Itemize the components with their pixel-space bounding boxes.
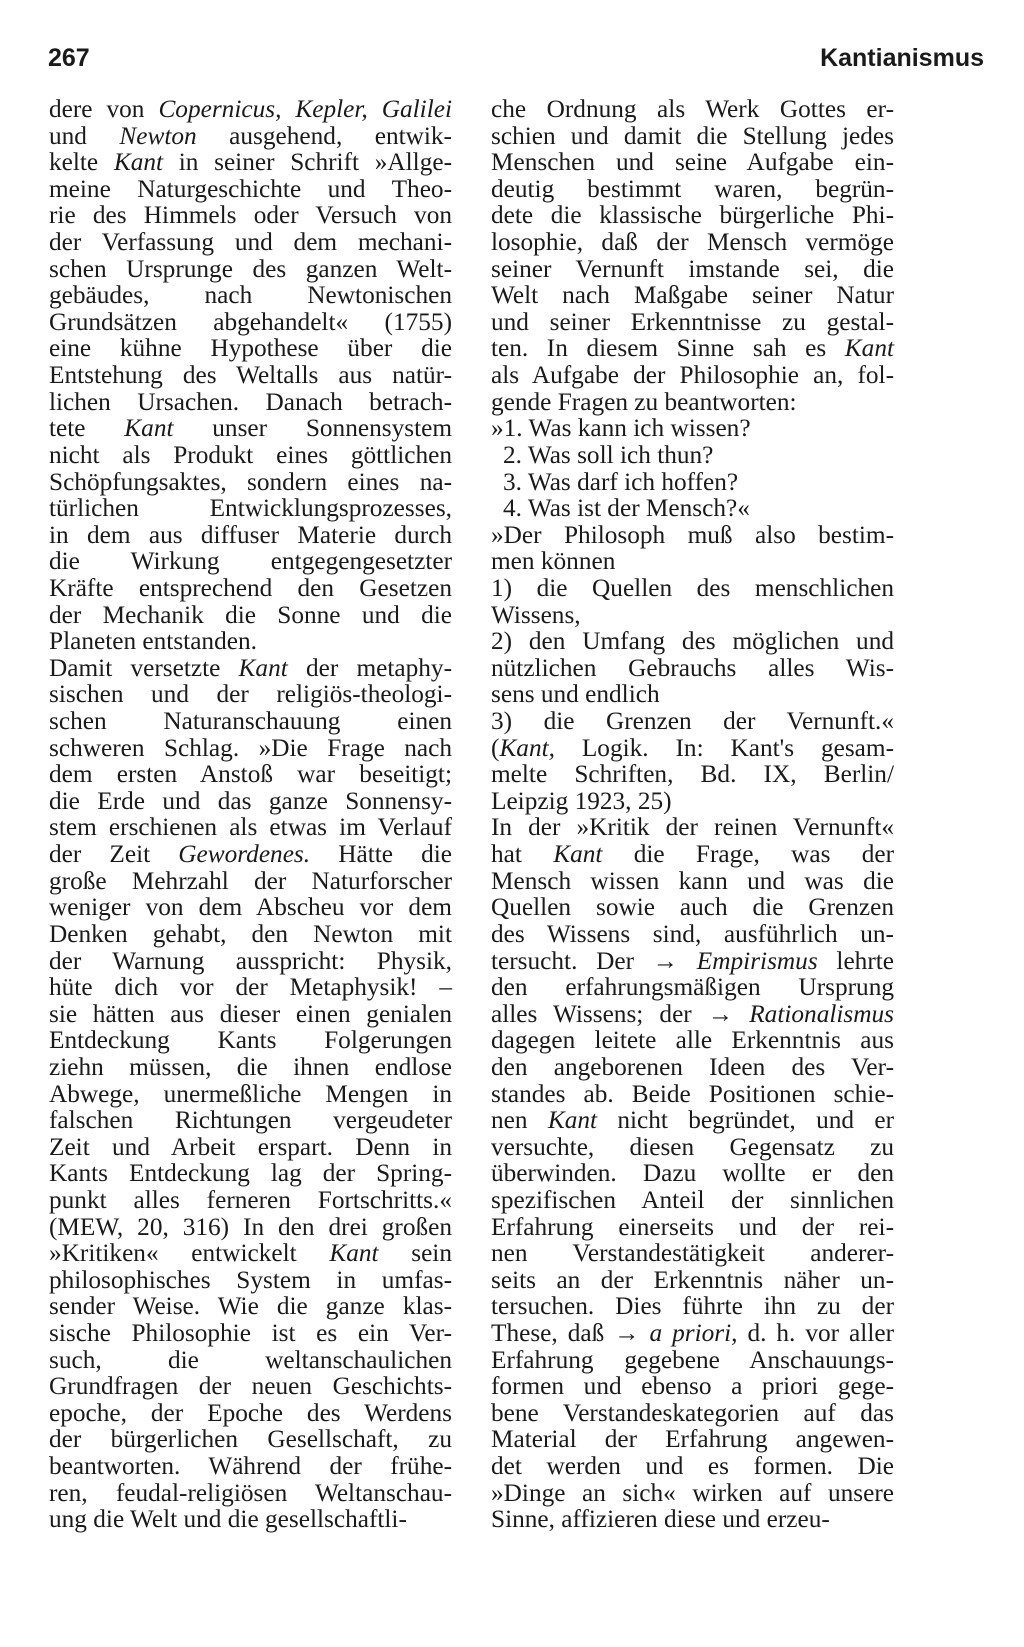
text-segment: Sinne, affizieren diese und erzeu- [491, 1505, 830, 1534]
text-line [49, 1373, 452, 1400]
text-line [49, 735, 452, 762]
text-line [491, 761, 894, 788]
text-line [491, 655, 894, 682]
text-line [491, 469, 894, 496]
text-line [49, 229, 452, 256]
text-line [491, 1267, 894, 1294]
text-line [49, 1214, 452, 1241]
text-line [491, 1107, 894, 1134]
text-segment: Wissens, [491, 600, 581, 629]
text-line [49, 202, 452, 229]
text-segment: nicht begründet, und er [597, 1106, 895, 1135]
text-segment: sie hätten aus dieser einen genialen [49, 999, 452, 1028]
text-segment: nicht als Produkt eines göttlichen [49, 440, 452, 469]
text-line [491, 256, 894, 283]
italic-text: a priori, [649, 1319, 738, 1348]
text-line [491, 788, 894, 815]
text-line [491, 548, 894, 575]
text-segment: Planeten entstanden. [49, 627, 257, 656]
text-line [491, 1187, 894, 1214]
italic-text: Kant [844, 334, 894, 363]
text-line [491, 1240, 894, 1267]
text-segment: seits an der Erkenntnis näher un- [491, 1265, 894, 1294]
text-segment: große Mehrzahl der Naturforscher [49, 866, 452, 895]
text-segment: der Verfassung und dem mechani- [49, 228, 452, 257]
text-line [49, 921, 452, 948]
text-segment: 1) die Quellen des menschlichen [491, 573, 894, 602]
text-line [491, 1001, 894, 1028]
text-line [49, 1400, 452, 1427]
text-line [491, 1027, 894, 1054]
text-segment: Menschen und seine Aufgabe ein- [491, 148, 894, 177]
italic-text: Kant [547, 1106, 598, 1135]
text-segment: 2) den Umfang des möglichen und [491, 627, 894, 656]
text-line [49, 1160, 452, 1187]
text-line [491, 602, 894, 629]
text-segment: tersucht. Der → [491, 946, 697, 975]
text-line [491, 442, 894, 469]
text-segment: den erfahrungsmäßigen Ursprung [491, 973, 894, 1002]
text-segment: sische Philosophie ist es ein Ver- [49, 1319, 452, 1348]
text-segment: ung die Welt und die gesellschaftli- [49, 1505, 407, 1534]
text-segment: die Wirkung entgegengesetzter [49, 547, 452, 576]
text-line [49, 708, 452, 735]
text-line [491, 1453, 894, 1480]
text-line [49, 948, 452, 975]
page-number: 267 [48, 44, 90, 72]
text-segment: nen Verstandestätigkeit anderer- [491, 1239, 894, 1268]
text-segment: ausgehend, entwik- [196, 121, 452, 150]
text-segment: unser Sonnensystem [173, 414, 452, 443]
text-segment: türlichen Entwicklungsprozesses, [49, 494, 452, 523]
text-line [491, 96, 894, 123]
text-segment: der Mechanik die Sonne und die [49, 600, 452, 629]
text-line [491, 1320, 894, 1347]
text-segment: 3) die Grenzen der Vernunft.« [491, 707, 894, 736]
text-segment: Entstehung des Weltalls aus natür- [49, 361, 452, 390]
text-line [491, 894, 894, 921]
text-segment: schen Ursprunge des ganzen Welt- [49, 254, 452, 283]
text-segment: Grundfragen der neuen Geschichts- [49, 1372, 452, 1401]
text-segment: melte Schriften, Bd. IX, Berlin/ [491, 760, 894, 789]
text-segment: rie des Himmels oder Versuch von [49, 201, 452, 230]
text-segment: These, daß → [491, 1319, 650, 1348]
text-segment: Hätte die [310, 840, 452, 869]
text-segment: losophie, daß der Mensch vermöge [491, 228, 894, 257]
text-line [49, 415, 452, 442]
text-segment: gende Fragen zu beantworten: [491, 387, 797, 416]
text-segment: sens und endlich [491, 680, 660, 709]
text-segment: Damit versetzte [49, 653, 239, 682]
text-segment: falschen Richtungen vergeudeter [49, 1106, 452, 1135]
text-line [49, 1453, 452, 1480]
italic-text: Rationalismus [749, 999, 894, 1028]
text-line [491, 841, 894, 868]
text-line [491, 202, 894, 229]
text-segment: punkt alles ferneren Fortschritts.« [49, 1185, 452, 1214]
italic-text: Kant [124, 414, 174, 443]
text-segment: Schöpfungsaktes, sondern eines na- [49, 467, 452, 496]
text-segment: Leipzig 1923, 25) [491, 786, 672, 815]
text-line [491, 681, 894, 708]
text-line [49, 309, 452, 336]
text-segment: gebäudes, nach Newtonischen [49, 281, 452, 310]
text-line [49, 602, 452, 629]
italic-text: Kant [238, 653, 288, 682]
text-segment: Grundsätzen abgehandelt« (1755) [49, 307, 452, 336]
text-line [491, 628, 894, 655]
text-segment: lichen Ursachen. Danach betrach- [49, 387, 452, 416]
text-segment: der Warnung ausspricht: Physik, [49, 946, 452, 975]
text-segment: versuchte, diesen Gegensatz zu [491, 1132, 894, 1161]
text-segment: det werden und es formen. Die [491, 1452, 894, 1481]
text-line [49, 442, 452, 469]
text-line [491, 309, 894, 336]
text-line [49, 628, 452, 655]
text-line [491, 1426, 894, 1453]
text-line [491, 575, 894, 602]
text-segment: »Der Philosoph muß also bestim- [491, 520, 894, 549]
text-segment: nützlichen Gebrauchs alles Wis- [491, 653, 894, 682]
text-segment: tersuchen. Dies führte ihn zu der [491, 1292, 894, 1321]
text-segment: in dem aus diffuser Materie durch [49, 520, 452, 549]
text-line [49, 1001, 452, 1028]
text-line [49, 176, 452, 203]
text-segment: d. h. vor aller [737, 1319, 894, 1348]
text-line [49, 1081, 452, 1108]
text-segment: Material der Erfahrung angewen- [491, 1425, 894, 1454]
text-segment: Kants Entdeckung lag der Spring- [49, 1159, 452, 1188]
text-segment: Mensch wissen kann und was die [491, 866, 894, 895]
text-segment: standes ab. Beide Positionen schie- [491, 1079, 894, 1108]
running-head: Kantianismus [820, 44, 984, 72]
text-segment: ten. In diesem Sinne sah es [491, 334, 845, 363]
text-segment: als Aufgabe der Philosophie an, fol- [491, 361, 894, 390]
text-segment: epoche, der Epoche des Werdens [49, 1398, 452, 1427]
text-line [49, 1293, 452, 1320]
text-segment: 4. Was ist der Mensch?« [503, 494, 750, 523]
text-segment: Erfahrung einerseits und der rei- [491, 1212, 894, 1241]
text-segment: ( [491, 733, 500, 762]
text-line [491, 282, 894, 309]
text-segment: und seiner Erkenntnisse zu gestal- [491, 307, 894, 336]
text-segment: beantworten. Während der frühe- [49, 1452, 452, 1481]
text-line [49, 1107, 452, 1134]
text-line [491, 495, 894, 522]
text-line [49, 1426, 452, 1453]
text-segment: Erfahrung gegebene Anschauungs- [491, 1345, 894, 1374]
text-line [491, 522, 894, 549]
text-segment: »Dinge an sich« wirken auf unsere [491, 1478, 894, 1507]
text-segment: men können [491, 547, 616, 576]
text-segment: deutig bestimmt waren, begrün- [491, 174, 894, 203]
text-line [49, 123, 452, 150]
text-line [49, 282, 452, 309]
text-line [491, 415, 894, 442]
text-line [49, 1054, 452, 1081]
text-segment: »Kritiken« entwickelt [49, 1239, 330, 1268]
text-segment: (MEW, 20, 316) In den drei großen [49, 1212, 452, 1241]
text-line [49, 522, 452, 549]
text-line [49, 894, 452, 921]
text-segment: die Frage, was der [602, 840, 895, 869]
text-line [49, 575, 452, 602]
text-line [491, 389, 894, 416]
text-segment: Quellen sowie auch die Grenzen [491, 893, 894, 922]
text-segment: meine Naturgeschichte und Theo- [49, 174, 452, 203]
text-segment: Welt nach Maßgabe seiner Natur [491, 281, 894, 310]
text-line [49, 389, 452, 416]
text-segment: hüte dich vor der Metaphysik! – [49, 973, 452, 1002]
text-segment: ziehn müssen, die ihnen endlose [49, 1052, 452, 1081]
text-line [49, 149, 452, 176]
text-line [49, 1027, 452, 1054]
text-line [49, 1187, 452, 1214]
text-line [491, 123, 894, 150]
text-line [491, 229, 894, 256]
text-segment: überwinden. Dazu wollte er den [491, 1159, 894, 1188]
text-segment: formen und ebenso a priori gege- [491, 1372, 894, 1401]
text-line [491, 868, 894, 895]
text-segment: spezifischen Anteil der sinnlichen [491, 1185, 894, 1214]
text-segment: die Erde und das ganze Sonnensy- [49, 786, 452, 815]
text-line [491, 1400, 894, 1427]
text-segment: sender Weise. Wie die ganze klas- [49, 1292, 452, 1321]
text-segment: schweren Schlag. »Die Frage nach [49, 733, 452, 762]
text-line [49, 974, 452, 1001]
text-line [49, 495, 452, 522]
text-segment: Zeit und Arbeit erspart. Denn in [49, 1132, 452, 1161]
page-header [48, 44, 984, 84]
text-segment: bene Verstandeskategorien auf das [491, 1398, 894, 1427]
text-line [491, 974, 894, 1001]
text-segment: alles Wissens; der → [491, 999, 750, 1028]
text-segment: 3. Was darf ich hoffen? [503, 467, 739, 496]
text-line [491, 1480, 894, 1507]
text-line [491, 335, 894, 362]
text-segment: weniger von dem Abscheu vor dem [49, 893, 452, 922]
italic-text: Kant [329, 1239, 379, 1268]
text-line [491, 362, 894, 389]
text-segment: che Ordnung als Werk Gottes er- [491, 95, 894, 123]
text-segment: philosophisches System in umfas- [49, 1265, 452, 1294]
text-segment: Kräfte entsprechend den Gesetzen [49, 573, 452, 602]
text-segment: eine kühne Hypothese über die [49, 334, 452, 363]
text-line [491, 708, 894, 735]
text-line [491, 1160, 894, 1187]
left-column [49, 96, 452, 1533]
text-line [49, 1480, 452, 1507]
text-segment: den angeborenen Ideen des Ver- [491, 1052, 894, 1081]
text-segment: Denken gehabt, den Newton mit [49, 919, 452, 948]
text-segment: hat [491, 840, 554, 869]
text-segment: kelte [49, 148, 114, 177]
text-segment: ren, feudal-religiösen Weltanschau- [49, 1478, 452, 1507]
text-segment: dem ersten Anstoß war beseitigt; [49, 760, 452, 789]
text-line [491, 1347, 894, 1374]
text-line [491, 921, 894, 948]
italic-text: Copernicus, Kepler, Galilei [158, 95, 452, 123]
text-line [49, 1267, 452, 1294]
text-line [491, 1373, 894, 1400]
text-line [49, 655, 452, 682]
text-line [49, 1320, 452, 1347]
text-line [491, 814, 894, 841]
text-line [49, 761, 452, 788]
text-line [491, 1054, 894, 1081]
text-segment: der bürgerlichen Gesellschaft, zu [49, 1425, 452, 1454]
text-line [491, 948, 894, 975]
text-segment: schien und damit die Stellung jedes [491, 121, 894, 150]
text-line [49, 868, 452, 895]
text-segment: sischen und der religiös-theologi- [49, 680, 452, 709]
text-line [491, 1293, 894, 1320]
text-line [49, 1347, 452, 1374]
text-line [49, 1240, 452, 1267]
text-segment: nen [491, 1106, 548, 1135]
text-line [491, 176, 894, 203]
text-segment: Entdeckung Kants Folgerungen [49, 1026, 452, 1055]
text-segment: der Zeit [49, 840, 179, 869]
text-line [491, 1214, 894, 1241]
italic-text: Empirismus [696, 946, 818, 975]
text-line [491, 735, 894, 762]
italic-text: Kant [553, 840, 603, 869]
text-line [49, 256, 452, 283]
text-segment: der metaphy- [287, 653, 453, 682]
text-line [49, 362, 452, 389]
text-line [49, 681, 452, 708]
text-line [49, 1506, 452, 1533]
text-segment: Abwege, unermeßliche Mengen in [49, 1079, 452, 1108]
text-segment: Logik. In: Kant's gesam- [554, 733, 894, 762]
italic-text: Newton [119, 121, 197, 150]
text-line [491, 1134, 894, 1161]
text-segment: In der »Kritik der reinen Vernunft« [491, 813, 894, 842]
text-segment: »1. Was kann ich wissen? [491, 414, 751, 443]
text-segment: des Wissens sind, ausführlich un- [491, 919, 894, 948]
text-line [49, 96, 452, 123]
text-line [491, 1506, 894, 1533]
text-segment: dete die klassische bürgerliche Phi- [491, 201, 894, 230]
italic-text: Gewordenes. [178, 840, 311, 869]
text-line [49, 841, 452, 868]
text-segment: dere von [49, 95, 159, 123]
text-line [491, 1081, 894, 1108]
right-column [491, 96, 894, 1533]
text-segment: tete [49, 414, 125, 443]
text-segment: und [49, 121, 120, 150]
text-segment: stem erschienen als etwas im Verlauf [49, 813, 452, 842]
italic-text: Kant [113, 148, 164, 177]
text-segment: such, die weltanschaulichen [49, 1345, 452, 1374]
text-segment: schen Naturanschauung einen [49, 707, 452, 736]
text-segment: 2. Was soll ich thun? [503, 440, 714, 469]
text-line [49, 1134, 452, 1161]
text-segment: seiner Vernunft imstande sei, die [491, 254, 894, 283]
text-line [49, 788, 452, 815]
text-segment: sein [378, 1239, 452, 1268]
text-segment: in seiner Schrift »Allge- [163, 148, 452, 177]
text-line [491, 149, 894, 176]
text-segment: dagegen leitete alle Erkenntnis aus [491, 1026, 894, 1055]
text-line [49, 548, 452, 575]
text-line [49, 469, 452, 496]
text-segment: lehrte [817, 946, 894, 975]
text-line [49, 335, 452, 362]
text-line [49, 814, 452, 841]
italic-text: Kant, [499, 733, 555, 762]
